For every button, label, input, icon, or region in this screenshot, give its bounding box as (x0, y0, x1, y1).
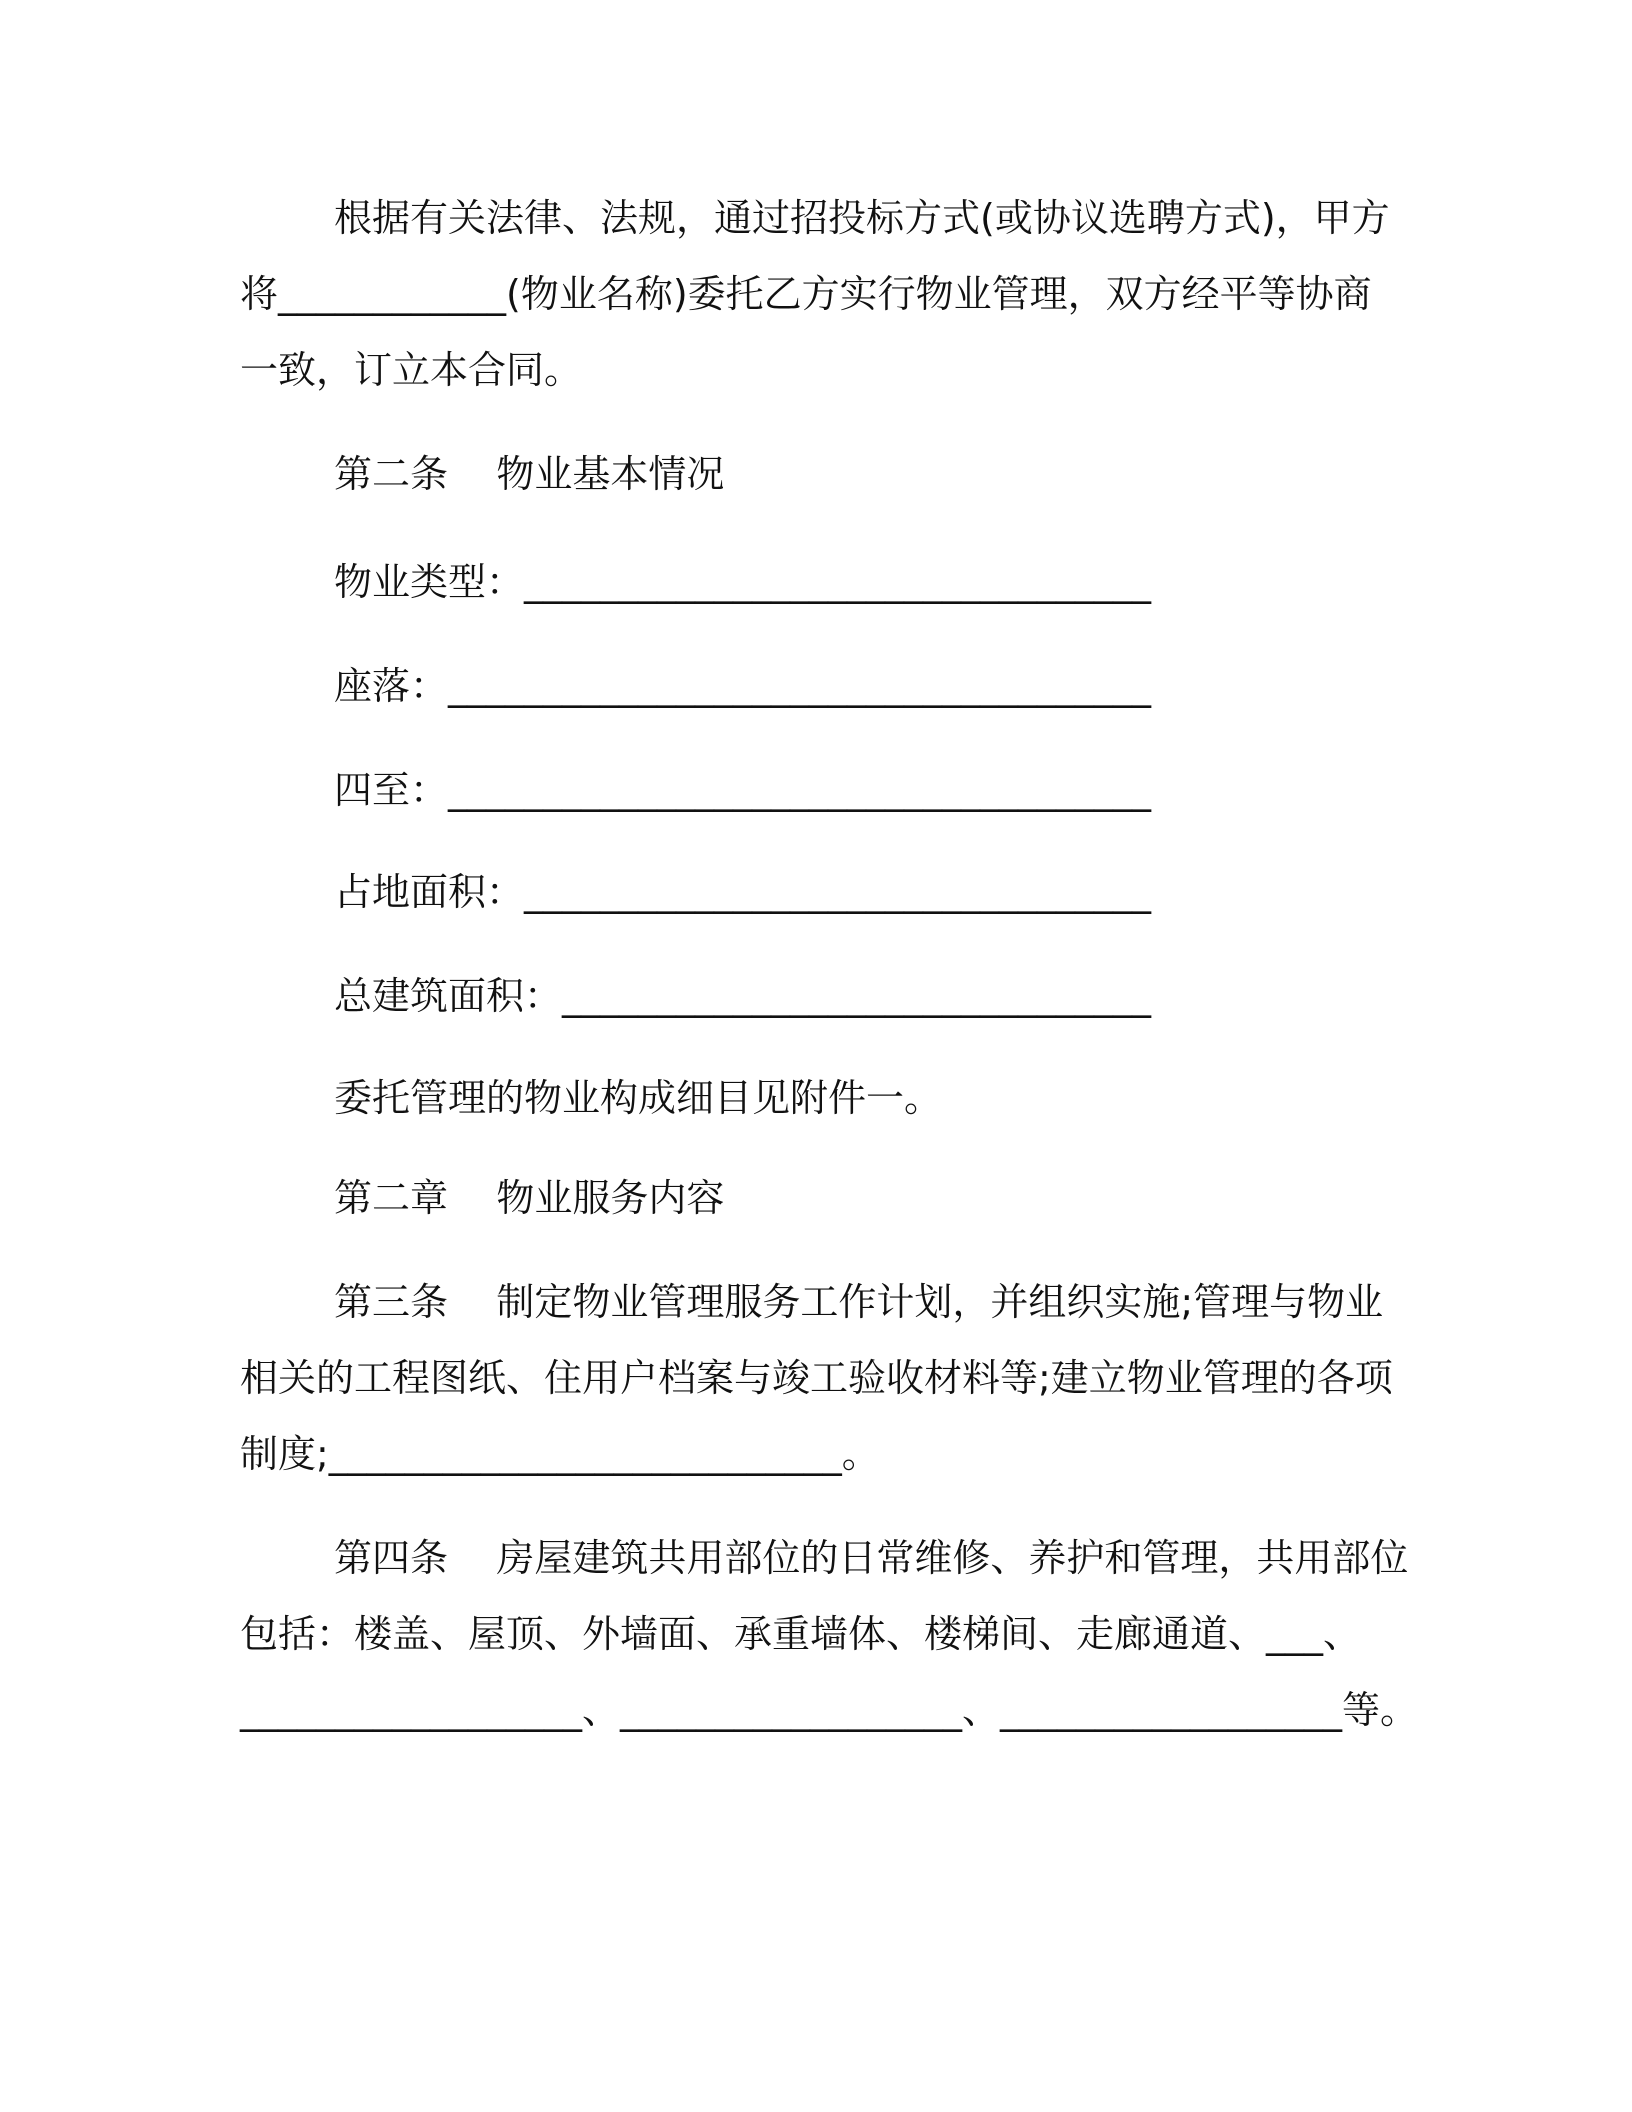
article-3-line-3: 制度;___________________________。 (240, 1432, 880, 1476)
field-land-area: 占地面积：_________________________________ (334, 870, 1152, 914)
field-boundaries: 四至：_____________________________________ (334, 768, 1152, 812)
intro-line-2: 将____________(物业名称)委托乙方实行物业管理，双方经平等协商 (240, 272, 1372, 316)
chapter-2-heading: 第二章 物业服务内容 (334, 1176, 725, 1220)
intro-line-1: 根据有关法律、法规，通过招投标方式(或协议选聘方式)，甲方 (334, 196, 1390, 240)
field-location: 座落：_____________________________________ (334, 664, 1152, 708)
article-3-line-2: 相关的工程图纸、住用户档案与竣工验收材料等;建立物业管理的各项 (240, 1356, 1393, 1400)
intro-line-3: 一致，订立本合同。 (240, 348, 583, 392)
article-2-heading: 第二条 物业基本情况 (334, 452, 725, 496)
article-4-line-1: 第四条 房屋建筑共用部位的日常维修、养护和管理，共用部位 (334, 1536, 1409, 1580)
article-2-note: 委托管理的物业构成细目见附件一。 (334, 1076, 943, 1120)
article-3-line-1: 第三条 制定物业管理服务工作计划，并组织实施;管理与物业 (334, 1280, 1384, 1324)
article-4-line-3: __________________、__________________、__________________等。 (240, 1688, 1419, 1732)
field-total-floor-area: 总建筑面积：_______________________________ (334, 974, 1152, 1018)
article-4-line-2: 包括：楼盖、屋顶、外墙面、承重墙体、楼梯间、走廊通道、___、 (240, 1612, 1362, 1656)
field-property-type: 物业类型：_________________________________ (334, 560, 1152, 604)
